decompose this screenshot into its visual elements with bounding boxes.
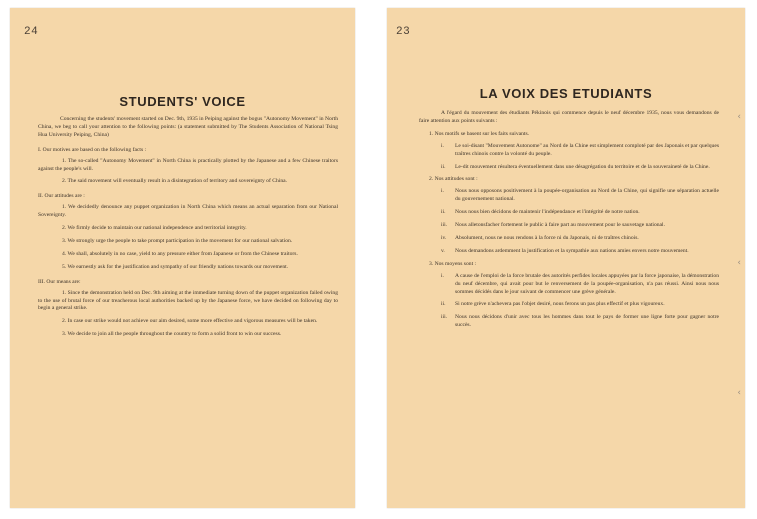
right-section-item <box>419 164 719 172</box>
margin-mark: ‹ <box>737 388 741 398</box>
item-text: Nous nous opposons positivement à la poupée-organisation au Nord de la Chine, qui signifie une séparation actuelle du gouvernement national. <box>455 188 719 203</box>
right-section-heading: 1. Nos motifs se basent sur les faits suivants. <box>429 130 530 137</box>
right-page <box>387 8 745 508</box>
left-section-item: 2. We firmly decide to maintain our national independence and territorial integrity. <box>62 225 247 232</box>
left-section-item: 3. We decide to join all the people throughout the country to form a solid front to win our success. <box>62 331 282 338</box>
left-page-number: 24 <box>24 26 39 38</box>
left-section-heading: III. Our means are: <box>38 278 81 285</box>
right-section-heading: 2. Nos attitudes sont : <box>429 176 478 183</box>
item-numeral: ii. <box>441 209 446 216</box>
item-numeral: v. <box>441 247 445 254</box>
left-section-item: 2. In case our strike would not achieve our aim desired, some more effective and vigorous measures will be taken. <box>62 318 318 325</box>
right-intro-paragraph: A l'égard du mouvement des étudiants Pékinois qui commence depuis le neuf décembre 1935, nous vous demandons de faire attention aux points suivants : <box>419 110 719 124</box>
left-section-heading: II. Our attitudes are : <box>38 193 85 200</box>
right-section-item <box>419 209 719 217</box>
margin-mark: ‹ <box>737 258 741 268</box>
right-section-item <box>419 273 719 297</box>
item-numeral: i. <box>441 272 444 279</box>
left-section-heading: I. Our motives are based on the following facts : <box>38 146 147 153</box>
left-page-body <box>38 116 338 344</box>
item-text: Le-dit mouvement résultera éventuellement dans une désagrégation du territoire et de la souveraineté de la Chine. <box>455 163 710 170</box>
item-text: Nous alletonsfacher fortement le public à faire part au mouvement pour le sauvetage national. <box>455 222 665 229</box>
left-section-item: 1. We decidedly denounce any puppet organization in North China which means an actual separation from our National Sovereignty. <box>38 204 338 219</box>
left-page-title: STUDENTS' VOICE <box>119 94 246 109</box>
right-section-heading: 3. Nos moyens sont : <box>429 260 477 267</box>
item-text: Si notre grève n'achevera pas l'objet desiré, nous ferons un pas plus effectif et plus vigoureux. <box>455 301 665 308</box>
item-numeral: i. <box>441 142 444 149</box>
right-section-item <box>419 301 719 309</box>
left-section-item: 2. The said movement will eventually result in a disintegration of territory and sovereignty of China. <box>62 178 287 185</box>
left-section-item: 1. The so-called "Autonomy Movement" in North China is practically plotted by the Japanese and a few Chinese traitors against the people's will. <box>38 157 338 172</box>
left-section-item: 3. We strongly urge the people to take prompt participation in the movement for our national salvation. <box>62 237 293 244</box>
right-page-body <box>419 110 719 335</box>
item-numeral: iv. <box>441 234 447 241</box>
right-section-item <box>419 143 719 159</box>
left-section-item: 4. We shall, absolutely in no case, yield to any pressure either from Japanese or from the Chinese traitors. <box>62 250 298 257</box>
right-page-title: LA VOIX DES ETUDIANTS <box>479 86 653 101</box>
left-intro-paragraph: Concerning the students' movement started on Dec. 9th, 1935 in Peiping against the bogus "Autonomy Movement" in North China, we beg to call your attention to the following points: (a statement submitted by The Students Association of National Tsing Hua University Peiping, China) <box>38 116 338 138</box>
right-section-item <box>419 314 719 330</box>
left-section-item: 5. We earnestly ask for the justification and sympathy of our friendly nations towards our movement. <box>62 263 289 270</box>
item-text: Nous nous bien décidons de maintenir l'indépendance et l'intégrité de notre nation. <box>455 209 640 216</box>
item-numeral: ii. <box>441 163 446 170</box>
item-text: Nous demandons ardemment la justification et la sympathie aux nations amies envers notre mouvement. <box>455 247 689 254</box>
margin-mark: ‹ <box>737 112 741 122</box>
right-section-item <box>419 235 719 243</box>
right-section-item <box>419 188 719 204</box>
right-section-item <box>419 248 719 256</box>
item-text: Nous nous décidons d'unir avec tous les hommes dans tout le pays de former une ligne forte pour gagner notre succès. <box>455 314 719 329</box>
left-section-item: 1. Since the demonstration held on Dec. 9th aiming at the immediate turning down of the puppet organization failed owing to the use of brutal force of our treacherous local authorities backed up by the Japanese force, we have decided on following day to begin a general strike. <box>38 289 338 312</box>
right-section-item <box>419 222 719 230</box>
item-text: A cause de l'emploi de la force brutale des autorités perfides locales appuyées par la force japonaise, la démonstration du neuf décembre, qui avait pour but le renversement de la poupée-organisation, n'a pas réussi. Ainsi nous nous sommes décidés dans le jour suivant de commencer une grève générale. <box>455 272 719 295</box>
item-numeral: ii. <box>441 301 446 308</box>
left-page <box>10 8 355 508</box>
item-text: Le soi-disant "Mouvement Autonome" au Nord de la Chine est simplement comploté par des Japonais et par quelques traîtres chinois contre la volonté du peuple. <box>455 142 719 157</box>
item-text: Absolument, nous ne nous rendons à la force ni du Japonais, ni de traîtres chinois. <box>455 234 639 241</box>
right-page-number: 23 <box>396 26 411 38</box>
item-numeral: i. <box>441 188 444 195</box>
item-numeral: iii. <box>441 222 448 229</box>
item-numeral: iii. <box>441 314 448 321</box>
